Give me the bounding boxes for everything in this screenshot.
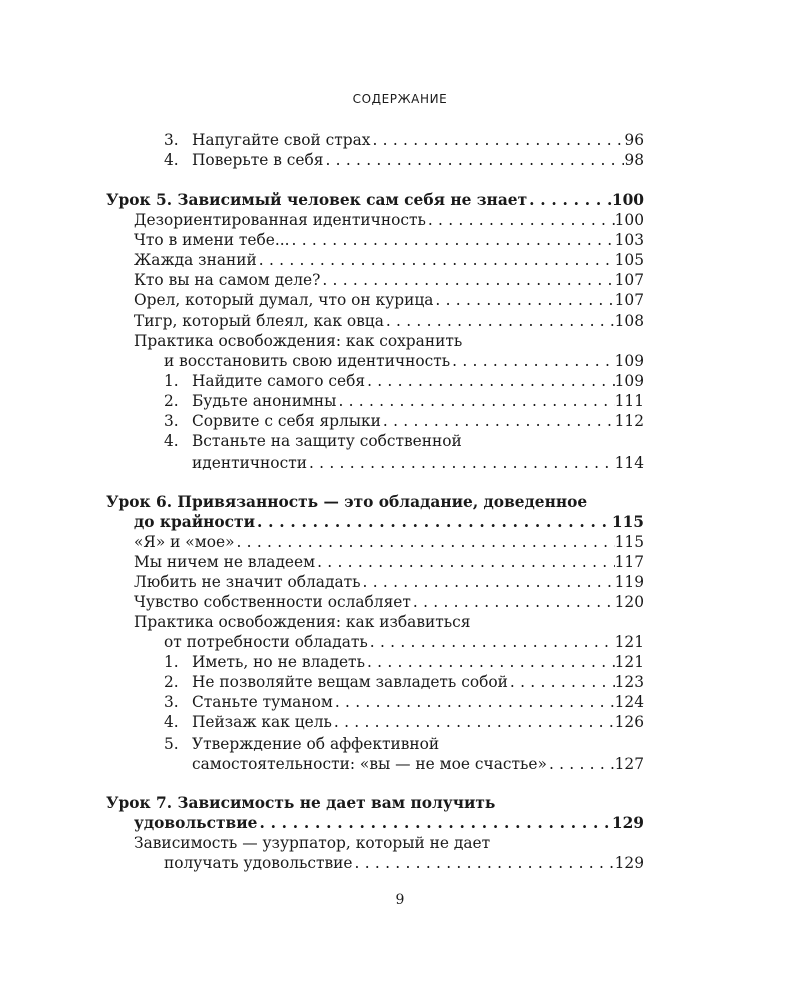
dot-leader [333, 692, 615, 712]
toc-entry [106, 793, 644, 813]
toc-entry [164, 853, 644, 873]
toc-entry [164, 130, 644, 150]
toc-entry [106, 190, 644, 210]
dot-leader [433, 290, 614, 310]
toc-entry-page: 100 [611, 191, 644, 209]
dot-leader [332, 712, 615, 732]
toc-entry-page: 121 [614, 653, 644, 671]
toc-entry [164, 692, 644, 712]
toc-entry-title: Тигр, который блеял, как овца [134, 312, 384, 330]
dot-leader [508, 672, 615, 692]
dot-leader [361, 572, 615, 592]
toc-entry-page: 109 [614, 372, 644, 390]
toc-entry-page: 107 [614, 291, 644, 309]
dot-leader [234, 532, 614, 552]
toc-entry-title: Утверждение об аффективной [192, 735, 440, 753]
toc-entry-number: 5. [164, 735, 179, 753]
toc-entry-title: Встаньте на защиту собственной [192, 432, 462, 450]
toc-entry-number: 4. [164, 713, 179, 731]
toc-entry-page: 129 [614, 854, 644, 872]
toc-entry-page: 120 [614, 593, 644, 611]
toc-entry-page: 127 [614, 755, 644, 773]
toc-entry-page: 114 [614, 454, 644, 472]
toc-entry-title: Урок 6. Привязанность — это обладание, доведенное [106, 493, 588, 511]
toc-entry [134, 612, 644, 632]
toc-entry-page: 121 [614, 633, 644, 651]
toc-entry-page: 105 [614, 251, 644, 269]
toc-entry-title: Сорвите с себя ярлыки [192, 412, 381, 430]
toc-entry-title: Будьте анонимны [192, 392, 337, 410]
dot-leader [320, 270, 614, 290]
toc-entry [164, 431, 644, 451]
toc-entry-title: идентичности [192, 454, 307, 472]
dot-leader [365, 371, 615, 391]
toc-entry [164, 734, 644, 754]
toc-entry-page: 124 [614, 693, 644, 711]
dot-leader [384, 311, 615, 331]
dot-leader [527, 190, 612, 210]
running-head: СОДЕРЖАНИЕ [352, 92, 448, 106]
toc-entry [164, 391, 644, 411]
toc-entry-page: 115 [614, 533, 644, 551]
toc-entry-title: самостоятельности: «вы — не мое счастье» [192, 755, 547, 773]
toc-entry [192, 754, 644, 774]
toc-entry [164, 411, 644, 431]
dot-leader [255, 512, 612, 532]
dot-leader [426, 210, 615, 230]
dot-leader [336, 391, 614, 411]
toc-entry-title: Дезориентированная идентичность [134, 211, 426, 229]
toc-entry-number: 2. [164, 673, 179, 691]
toc-entry [134, 250, 644, 270]
toc-entry-title: Зависимость — узурпатор, который не дает [134, 834, 491, 852]
toc-entry-title: Орел, который думал, что он курица [134, 291, 434, 309]
toc-entry [134, 331, 644, 351]
toc-entry-title: Практика освобождения: как избавиться [134, 613, 471, 631]
toc-entry-title: до крайности [134, 513, 255, 531]
toc-entry-number: 1. [164, 372, 179, 390]
dot-leader [323, 150, 624, 170]
toc-entry-title: Жажда знаний [134, 251, 257, 269]
toc-entry-title: Напугайте свой страх [192, 131, 371, 149]
toc-entry [134, 572, 644, 592]
toc-entry [164, 371, 644, 391]
toc-entry-number: 4. [164, 432, 179, 450]
dot-leader [353, 853, 615, 873]
dot-leader [381, 411, 615, 431]
toc-entry-page: 119 [614, 573, 644, 591]
dot-leader [307, 453, 615, 473]
toc-entry [134, 512, 644, 532]
toc-entry [134, 290, 644, 310]
toc-entry-page: 115 [611, 513, 644, 531]
toc-entry [134, 230, 644, 250]
toc-entry [134, 532, 644, 552]
toc-entry-number: 1. [164, 653, 179, 671]
toc-entry-page: 109 [614, 352, 644, 370]
dot-leader [370, 130, 624, 150]
toc-entry-page: 126 [614, 713, 644, 731]
toc-entry-page: 112 [614, 412, 644, 430]
toc-entry [164, 652, 644, 672]
toc-entry [134, 311, 644, 331]
toc-entry-title: от потребности обладать [164, 633, 368, 651]
dot-leader [368, 632, 615, 652]
dot-leader [257, 813, 611, 833]
toc-entry-page: 103 [614, 231, 644, 249]
dot-leader [450, 351, 614, 371]
dot-leader [411, 592, 615, 612]
toc-entry-page: 108 [614, 312, 644, 330]
toc-entry-title: Поверьте в себя [192, 151, 324, 169]
toc-entry-title: Кто вы на самом деле? [134, 271, 321, 289]
toc-entry-title: Урок 5. Зависимый человек сам себя не знает [106, 191, 528, 209]
toc-entry-page: 100 [614, 211, 644, 229]
toc-entry-title: Чувство собственности ослабляет [134, 593, 411, 611]
toc-entry-title: Мы ничем не владеем [134, 553, 316, 571]
dot-leader [547, 754, 615, 774]
toc-entry [164, 150, 644, 170]
dot-leader [365, 652, 615, 672]
toc-entry-title: удовольствие [134, 814, 258, 832]
toc-entry [164, 712, 644, 732]
toc-entry-title: «Я» и «мое» [134, 533, 235, 551]
toc-entry-page: 107 [614, 271, 644, 289]
toc-entry [134, 210, 644, 230]
dot-leader [315, 552, 615, 572]
toc-entry [164, 351, 644, 371]
toc-entry-page: 117 [614, 553, 644, 571]
toc-entry-number: 4. [164, 151, 179, 169]
toc-entry [164, 672, 644, 692]
toc-entry-title: Практика освобождения: как сохранить [134, 332, 463, 350]
toc-entry-title: Любить не значит обладать [134, 573, 361, 591]
toc-entry-page: 111 [614, 392, 644, 410]
toc-entry-title: Урок 7. Зависимость не дает вам получить [106, 794, 496, 812]
toc-entry-number: 2. [164, 392, 179, 410]
page-number: 9 [395, 892, 405, 908]
toc-entry-title: Что в имени тебе... [134, 231, 290, 249]
toc-entry-number: 3. [164, 693, 179, 711]
dot-leader [290, 230, 615, 250]
toc-entry-page: 129 [611, 814, 644, 832]
toc-entry-page: 96 [624, 131, 644, 149]
toc-entry-number: 3. [164, 131, 179, 149]
toc-entry-title: получать удовольствие [164, 854, 353, 872]
dot-leader [257, 250, 615, 270]
toc-entry-page: 123 [614, 673, 644, 691]
toc-entry-title: Не позволяйте вещам завладеть собой [192, 673, 508, 691]
toc-entry-title: и восстановить свою идентичность [164, 352, 451, 370]
toc-entry-number: 3. [164, 412, 179, 430]
toc-entry [134, 833, 644, 853]
toc-entry-title: Иметь, но не владеть [192, 653, 365, 671]
toc-entry-title: Найдите самого себя [192, 372, 366, 390]
toc-entry [134, 813, 644, 833]
toc-entry [106, 492, 644, 512]
toc-entry-title: Станьте туманом [192, 693, 333, 711]
toc-entry-title: Пейзаж как цель [192, 713, 332, 731]
toc-entry [134, 592, 644, 612]
toc-entry-page: 98 [624, 151, 644, 169]
toc-entry [134, 552, 644, 572]
toc-entry [164, 632, 644, 652]
toc-entry [134, 270, 644, 290]
toc-entry [192, 453, 644, 473]
